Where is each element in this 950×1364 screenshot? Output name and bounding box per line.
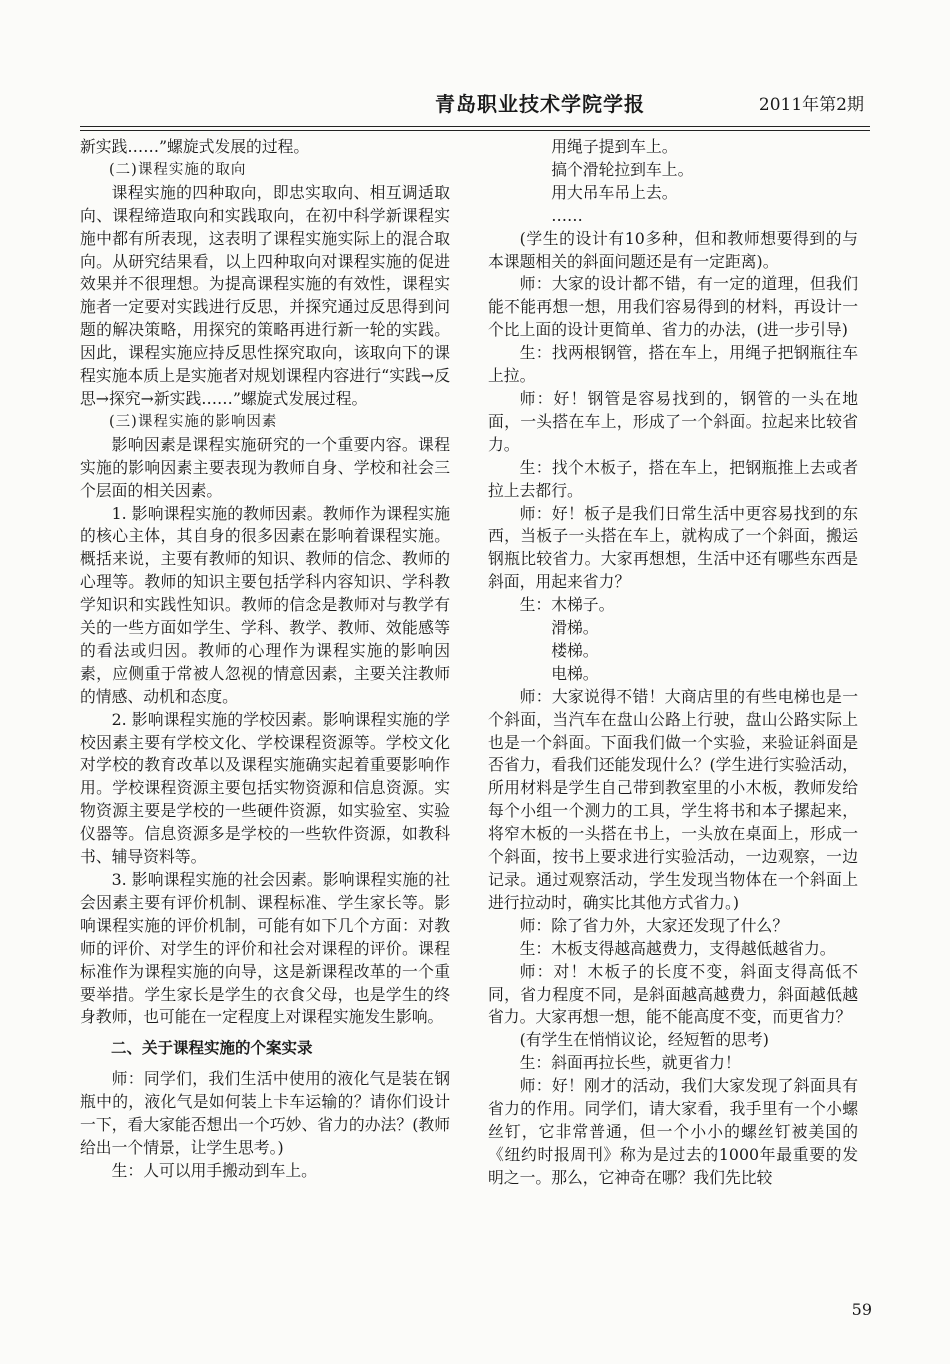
paragraph: 影响因素是课程实施研究的一个重要内容。课程实施的影响因素主要表现为教师自身、学校和社会三个层面的相关因素。 bbox=[80, 434, 450, 500]
paragraph: 1. 影响课程实施的教师因素。教师作为课程实施的核心主体，其自身的很多因素在影响着课程实施。概括来说，主要有教师的知识、教师的信念、教师的心理等。教师的知识主要包括学科内容知识、学科教学知识和实践性知识。教师的信念是教师对与教学有关的一些方面如学生、学科、教学、教师、效能感等的看法或归因。教师的心理作为课程实施的影响因素，应侧重于常被人忽视的情意因素，主要关注教师的情感、动机和态度。 bbox=[80, 503, 450, 706]
subheading: (二)课程实施的取向 bbox=[109, 161, 247, 178]
journal-title: 青岛职业技术学院学报 bbox=[435, 92, 645, 116]
paragraph: 师：好！钢管是容易找到的，钢管的一头在地面，一头搭在车上，形成了一个斜面。拉起来比较省力。 bbox=[488, 388, 858, 454]
paragraph: 师：同学们，我们生活中使用的液化气是装在钢瓶中的，液化气是如何装上卡车运输的？请你们设计一下，看大家能否想出一个巧妙、省力的办法？(教师给出一个情景，让学生思考。) bbox=[80, 1069, 450, 1157]
issue-label: 2011年第2期 bbox=[758, 95, 864, 115]
section-heading: 二、关于课程实施的个案实录 bbox=[111, 1039, 313, 1058]
paragraph: 生：木梯子。 bbox=[519, 595, 615, 615]
paragraph: 生：找个木板子，搭在车上，把钢瓶推上去或者拉上去都行。 bbox=[488, 457, 858, 500]
paragraph: 2. 影响课程实施的学校因素。影响课程实施的学校因素主要有学校文化、学校课程资源等。学校文化对学校的教育改革以及课程实施确实起着重要影响作用。学校课程资源主要包括实物资源和信息资源。实物资源主要是学校的一些硬件资源，如实验室、实验仪器等。信息资源多是学校的一些软件资源，如教科书、辅导资料等。 bbox=[80, 709, 450, 867]
paragraph: 用绳子提到车上。 bbox=[551, 137, 678, 156]
right-column bbox=[488, 136, 858, 1190]
paragraph: 生：斜面再拉长些，就更省力！ bbox=[519, 1053, 741, 1073]
paragraph: 生：木板支得越高越费力，支得越低越省力。 bbox=[519, 938, 836, 958]
paragraph: 搞个滑轮拉到车上。 bbox=[551, 159, 694, 179]
paragraph: 楼梯。 bbox=[551, 640, 599, 660]
paragraph: 新实践……”螺旋式发展的过程。 bbox=[80, 137, 310, 156]
paragraph: 电梯。 bbox=[551, 663, 599, 683]
page-header bbox=[80, 82, 870, 122]
paragraph: 师：好！板子是我们日常生活中更容易找到的东西，当板子一头搭在车上，就构成了一个斜面，搬运钢瓶比较省力。大家再想想，生活中还有哪些东西是斜面，用起来省力？ bbox=[488, 503, 858, 592]
paragraph: (学生的设计有10多种，但和教师想要得到的与本课题相关的斜面问题还是有一定距离)。 bbox=[488, 228, 858, 271]
paragraph: 课程实施的四种取向，即忠实取向、相互调适取向、课程缔造取向和实践取向，在初中科学新课程实施中都有所表现，这表明了课程实施实际上的混合取向。从研究结果看，以上四种取向对课程实施的促进效果并不很理想。为提高课程实施的有效性，课程实施者一定要对实践进行反思，并探究通过反思得到问题的解决策略，用探究的策略再进行新一轮的实践。因此，课程实施应持反思性探究取向，该取向下的课程实施本质上是实施者对规划课程内容进行“实践→反思→探究→新实践……”螺旋式发展过程。 bbox=[80, 182, 450, 408]
subheading: (三)课程实施的影响因素 bbox=[109, 413, 278, 430]
paragraph: 滑梯。 bbox=[551, 618, 599, 638]
paragraph: 师：对！木板子的长度不变，斜面支得高低不同，省力程度不同，是斜面越高越费力，斜面越低越省力。大家再想一想，能不能高度不变，而更省力？ bbox=[488, 961, 858, 1027]
paragraph: (有学生在悄悄议论，经短暂的思考) bbox=[519, 1030, 769, 1050]
paragraph: 用大吊车吊上去。 bbox=[551, 182, 678, 202]
left-column bbox=[80, 136, 450, 1183]
paragraph: 师：大家说得不错！大商店里的有些电梯也是一个斜面，当汽车在盘山公路上行驶，盘山公路实际上也是一个斜面。下面我们做一个实验，来验证斜面是否省力，看我们还能发现什么？(学生进行实验活动，所用材料是学生自己带到教室里的小木板，教师发给每个小组一个测力的工具，学生将书和本子摞起来，将窄木板的一头搭在书上，一头放在桌面上，形成一个斜面，按书上要求进行实验活动，一边观察，一边记录。通过观察活动，学生发现当物体在一个斜面上进行拉动时，确实比其他方式省力。) bbox=[488, 686, 858, 912]
page-number: 59 bbox=[851, 1300, 872, 1319]
paragraph: …… bbox=[551, 205, 583, 225]
paragraph: 师：除了省力外，大家还发现了什么？ bbox=[519, 915, 789, 935]
header-rule bbox=[80, 126, 870, 127]
paragraph: 生：找两根钢管，搭在车上，用绳子把钢瓶往车上拉。 bbox=[488, 343, 858, 386]
paragraph: 师：大家的设计都不错，有一定的道理，但我们能不能再想一想，用我们容易得到的材料，再设计一个比上面的设计更简单、省力的办法，(进一步引导) bbox=[488, 274, 858, 340]
paragraph: 师：好！刚才的活动，我们大家发现了斜面具有省力的作用。同学们，请大家看，我手里有一个小螺丝钉，它非常普通，但一个小小的螺丝钉被美国的《纽约时报周刊》称为是过去的1000年最重要的发明之一。那么，它神奇在哪？我们先比较 bbox=[488, 1076, 858, 1187]
paragraph: 生：人可以用手搬动到车上。 bbox=[111, 1160, 317, 1180]
header-rule-thin bbox=[80, 130, 870, 131]
paragraph: 3. 影响课程实施的社会因素。影响课程实施的社会因素主要有评价机制、课程标准、学生家长等。影响课程实施的评价机制，可能有如下几个方面：对教师的评价、对学生的评价和社会对课程的评价。课程标准作为课程实施的向导，这是新课程改革的一个重要举措。学生家长是学生的衣食父母，也是学生的终身教师，也可能在一定程度上对课程实施发生影响。 bbox=[80, 870, 450, 1027]
